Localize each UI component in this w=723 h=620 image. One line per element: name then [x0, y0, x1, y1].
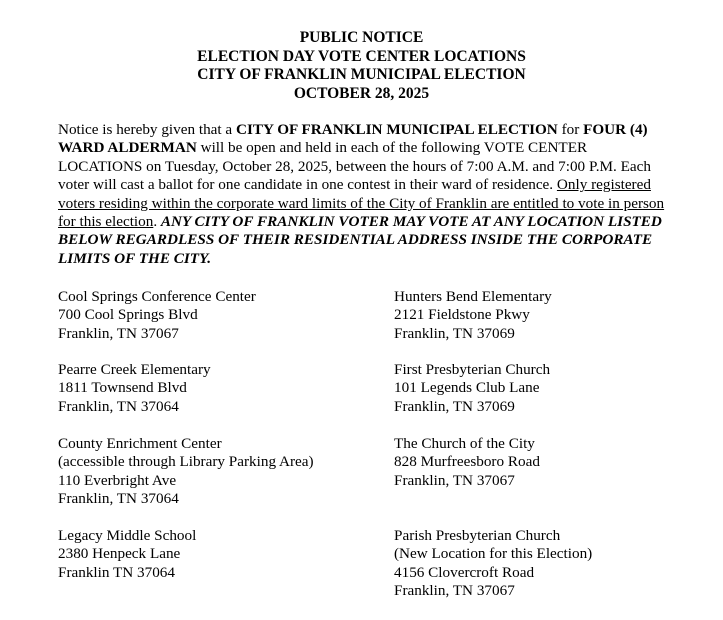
location-city: Franklin, TN 37067 [58, 324, 179, 342]
location-name: Pearre Creek Elementary [58, 361, 211, 378]
notice-eligibility: Only registered voters residing within the corporate ward limits of the City of Franklin are entitled to vote in person for this election [58, 176, 665, 231]
location-address: 1811 Townsend Blvd [58, 379, 187, 397]
location-block [394, 435, 540, 490]
location-block [58, 527, 196, 582]
location-address: 2380 Henpeck Lane [58, 545, 181, 563]
notice-text-2: for [557, 121, 584, 138]
location-block [394, 361, 550, 416]
location-block [58, 361, 211, 416]
location-city: Franklin, TN 37067 [394, 471, 515, 489]
location-city: Franklin, TN 37069 [394, 324, 515, 342]
location-city: Franklin, TN 37069 [394, 397, 515, 415]
location-note: (accessible through Library Parking Area) [58, 453, 314, 471]
location-address: 4156 Clovercroft Road [394, 563, 535, 581]
notice-election-name: CITY OF FRANKLIN MUNICIPAL ELECTION [235, 121, 558, 138]
location-address: 2121 Fieldstone Pkwy [394, 306, 530, 324]
header-subtitle: ELECTION DAY VOTE CENTER LOCATIONS [197, 47, 526, 65]
location-block [394, 527, 592, 601]
location-city: Franklin, TN 37064 [58, 490, 179, 508]
location-note: (New Location for this Election) [394, 545, 593, 563]
location-name: The Church of the City [394, 435, 535, 452]
notice-text-1: Notice is hereby given that a [58, 121, 236, 138]
location-block [58, 435, 314, 509]
notice-text-3: will be open and held in each of the following VOTE CENTER LOCATIONS on Tuesday, October 28, 2025, between the hours of 7:00 A.M. and 7:00 P.M. Each voter will cast a ballot for one candidate in one contest in their ward of residence. [58, 139, 651, 194]
location-city: Franklin, TN 37064 [58, 397, 179, 415]
location-city: Franklin, TN 37067 [394, 582, 515, 600]
notice-text-4: . [153, 213, 161, 231]
location-address: 110 Everbright Ave [58, 471, 177, 489]
header-title: PUBLIC NOTICE [299, 29, 424, 46]
location-name: Cool Springs Conference Center [58, 288, 256, 305]
location-block [58, 288, 256, 343]
location-block [394, 288, 552, 343]
notice-paragraph [58, 121, 674, 268]
location-name: Hunters Bend Elementary [394, 288, 552, 305]
notice-header [0, 29, 723, 103]
location-name: Legacy Middle School [58, 527, 197, 544]
header-election-name: CITY OF FRANKLIN MUNICIPAL ELECTION [197, 66, 526, 84]
header-date: OCTOBER 28, 2025 [293, 84, 430, 102]
notice-any-location: ANY CITY OF FRANKLIN VOTER MAY VOTE AT ANY LOCATION LISTED BELOW REGARDLESS OF THEIR RESIDENTIAL ADDRESS INSIDE THE CORPORATE LIMITS OF THE CITY. [58, 213, 662, 267]
location-address: 700 Cool Springs Blvd [58, 306, 198, 324]
notice-contest: FOUR (4) WARD ALDERMAN [58, 121, 648, 157]
location-name: First Presbyterian Church [394, 361, 551, 378]
location-address: 101 Legends Club Lane [394, 379, 540, 397]
location-address: 828 Murfreesboro Road [394, 453, 540, 471]
location-city: Franklin TN 37064 [58, 563, 175, 581]
location-name: Parish Presbyterian Church [394, 527, 561, 544]
location-name: County Enrichment Center [58, 435, 222, 452]
